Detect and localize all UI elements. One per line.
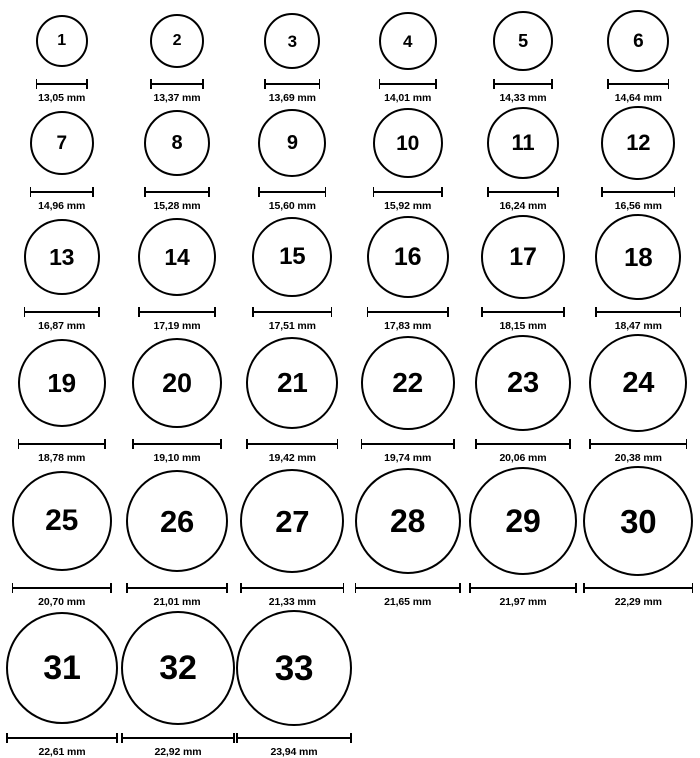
diameter-caliper-icon <box>126 583 228 593</box>
ring-circle-icon <box>132 338 222 428</box>
ring-size-cell[interactable] <box>581 104 696 212</box>
diameter-caliper-icon <box>236 733 352 743</box>
ring-circle-icon <box>475 335 571 431</box>
ring-circle-wrap <box>246 332 338 434</box>
ring-circle-icon <box>246 337 338 429</box>
ring-size-row <box>4 332 696 464</box>
ring-circle-wrap <box>475 332 571 434</box>
diameter-label: 21,97 mm <box>499 596 547 608</box>
ring-circle-icon <box>30 111 94 175</box>
diameter-label: 15,92 mm <box>384 200 432 212</box>
ring-size-cell[interactable] <box>235 464 350 608</box>
ring-size-cell[interactable] <box>465 8 580 104</box>
ring-circle-wrap <box>121 608 235 728</box>
ring-size-cell[interactable] <box>235 8 350 104</box>
ring-circle-wrap <box>24 212 100 302</box>
diameter-caliper-icon <box>6 733 118 743</box>
diameter-label: 22,29 mm <box>614 596 662 608</box>
ring-circle-wrap <box>264 8 320 74</box>
ring-circle-wrap <box>595 212 681 302</box>
diameter-label: 20,06 mm <box>499 452 547 464</box>
ring-size-number: 3 <box>287 31 297 51</box>
diameter-caliper-icon <box>487 187 559 197</box>
diameter-label: 14,33 mm <box>499 92 547 104</box>
ring-size-number: 17 <box>509 242 537 271</box>
diameter-caliper-icon <box>18 439 106 449</box>
diameter-label: 19,42 mm <box>268 452 316 464</box>
diameter-label: 22,92 mm <box>154 746 202 758</box>
diameter-caliper-icon <box>379 79 437 89</box>
diameter-caliper-icon <box>246 439 338 449</box>
ring-size-cell[interactable] <box>581 332 696 464</box>
ring-size-number: 9 <box>286 132 298 154</box>
ring-size-number: 27 <box>275 503 310 539</box>
diameter-label: 23,94 mm <box>270 746 318 758</box>
diameter-label: 17,51 mm <box>268 320 316 332</box>
ring-size-number: 21 <box>276 367 308 398</box>
ring-size-cell[interactable] <box>350 212 465 332</box>
diameter-label: 20,38 mm <box>614 452 662 464</box>
ring-size-cell[interactable] <box>119 8 234 104</box>
diameter-caliper-icon <box>30 187 94 197</box>
ring-size-row <box>4 104 696 212</box>
ring-size-number: 14 <box>164 243 190 270</box>
diameter-label: 15,60 mm <box>268 200 316 212</box>
ring-circle-wrap <box>150 8 204 74</box>
diameter-label: 18,78 mm <box>38 452 86 464</box>
ring-size-cell[interactable] <box>119 464 234 608</box>
diameter-label: 14,96 mm <box>38 200 86 212</box>
ring-size-number: 31 <box>43 649 81 687</box>
ring-size-number: 24 <box>622 366 655 399</box>
ring-size-number: 4 <box>403 31 413 51</box>
ring-circle-wrap <box>481 212 565 302</box>
ring-size-row <box>4 212 696 332</box>
ring-size-number: 18 <box>624 242 653 272</box>
ring-circle-icon <box>367 216 449 298</box>
diameter-caliper-icon <box>240 583 344 593</box>
ring-size-number: 23 <box>507 366 539 399</box>
diameter-caliper-icon <box>12 583 112 593</box>
ring-size-number: 10 <box>396 131 420 155</box>
ring-size-cell[interactable] <box>119 104 234 212</box>
diameter-caliper-icon <box>36 79 88 89</box>
ring-circle-icon <box>589 334 687 432</box>
diameter-caliper-icon <box>355 583 461 593</box>
ring-size-cell[interactable] <box>581 8 696 104</box>
ring-circle-icon <box>252 217 332 297</box>
ring-circle-icon <box>240 469 344 573</box>
ring-size-cell[interactable] <box>236 608 352 758</box>
diameter-caliper-icon <box>481 307 565 317</box>
ring-circle-wrap <box>252 212 332 302</box>
ring-circle-icon <box>150 14 204 68</box>
ring-size-cell[interactable] <box>4 608 120 758</box>
ring-size-cell[interactable] <box>235 212 350 332</box>
ring-circle-icon <box>481 215 565 299</box>
diameter-label: 15,28 mm <box>153 200 201 212</box>
ring-size-number: 25 <box>45 504 79 537</box>
diameter-caliper-icon <box>24 307 100 317</box>
ring-size-cell[interactable] <box>4 212 119 332</box>
diameter-label: 17,83 mm <box>384 320 432 332</box>
ring-circle-wrap <box>132 332 222 434</box>
diameter-caliper-icon <box>595 307 681 317</box>
ring-circle-wrap <box>601 104 675 182</box>
ring-circle-icon <box>121 611 235 725</box>
ring-circle-icon <box>601 106 675 180</box>
ring-circle-icon <box>18 339 106 427</box>
ring-circle-wrap <box>36 8 88 74</box>
ring-size-cell[interactable] <box>235 332 350 464</box>
ring-size-cell[interactable] <box>350 104 465 212</box>
diameter-caliper-icon <box>367 307 449 317</box>
ring-circle-wrap <box>367 212 449 302</box>
diameter-caliper-icon <box>138 307 216 317</box>
ring-circle-icon <box>138 218 216 296</box>
ring-size-number: 22 <box>392 367 424 398</box>
ring-circle-wrap <box>6 608 118 728</box>
ring-size-row <box>4 8 696 104</box>
ring-circle-icon <box>379 12 437 70</box>
ring-size-cell[interactable] <box>581 464 696 608</box>
ring-circle-icon <box>355 468 461 574</box>
diameter-label: 16,56 mm <box>614 200 662 212</box>
diameter-caliper-icon <box>493 79 553 89</box>
diameter-label: 18,15 mm <box>499 320 547 332</box>
ring-size-number: 15 <box>279 243 306 270</box>
ring-circle-wrap <box>258 104 326 182</box>
diameter-caliper-icon <box>361 439 455 449</box>
ring-size-number: 12 <box>626 130 651 155</box>
ring-size-number: 30 <box>620 502 657 540</box>
ring-size-number: 2 <box>172 32 182 49</box>
diameter-caliper-icon <box>252 307 332 317</box>
ring-circle-wrap <box>379 8 437 74</box>
ring-size-number: 11 <box>511 130 535 155</box>
diameter-label: 16,87 mm <box>38 320 86 332</box>
diameter-label: 13,69 mm <box>268 92 316 104</box>
ring-size-cell[interactable] <box>119 332 234 464</box>
ring-circle-icon <box>126 470 228 572</box>
diameter-caliper-icon <box>373 187 443 197</box>
ring-size-number: 20 <box>162 367 192 398</box>
diameter-caliper-icon <box>150 79 204 89</box>
ring-size-row <box>4 464 696 608</box>
diameter-label: 22,61 mm <box>38 746 86 758</box>
diameter-caliper-icon <box>607 79 669 89</box>
ring-size-number: 7 <box>56 132 67 154</box>
diameter-caliper-icon <box>144 187 210 197</box>
diameter-label: 13,37 mm <box>153 92 201 104</box>
ring-circle-wrap <box>583 464 693 578</box>
ring-size-number: 5 <box>518 31 528 51</box>
ring-circle-wrap <box>138 212 216 302</box>
ring-circle-icon <box>264 13 320 69</box>
diameter-caliper-icon <box>258 187 326 197</box>
ring-circle-wrap <box>487 104 559 182</box>
ring-size-number: 6 <box>633 30 644 52</box>
ring-size-number: 29 <box>505 503 541 539</box>
diameter-caliper-icon <box>589 439 687 449</box>
ring-size-cell[interactable] <box>4 8 119 104</box>
diameter-caliper-icon <box>583 583 693 593</box>
ring-size-row <box>4 608 696 758</box>
ring-circle-icon <box>36 15 88 67</box>
diameter-label: 21,65 mm <box>384 596 432 608</box>
diameter-caliper-icon <box>132 439 222 449</box>
diameter-label: 14,01 mm <box>384 92 432 104</box>
diameter-label: 21,33 mm <box>268 596 316 608</box>
ring-circle-icon <box>583 466 693 576</box>
ring-circle-icon <box>144 110 210 176</box>
diameter-label: 19,10 mm <box>153 452 201 464</box>
diameter-label: 21,01 mm <box>153 596 201 608</box>
ring-size-number: 1 <box>57 32 66 49</box>
ring-circle-icon <box>469 467 577 575</box>
ring-size-cell[interactable] <box>465 464 580 608</box>
ring-size-cell[interactable] <box>235 104 350 212</box>
ring-circle-wrap <box>12 464 112 578</box>
diameter-label: 16,24 mm <box>499 200 547 212</box>
ring-size-cell[interactable] <box>120 608 236 758</box>
ring-circle-wrap <box>18 332 106 434</box>
ring-size-number: 13 <box>49 243 75 270</box>
diameter-caliper-icon <box>475 439 571 449</box>
diameter-caliper-icon <box>469 583 577 593</box>
ring-size-cell[interactable] <box>581 212 696 332</box>
ring-circle-wrap <box>30 104 94 182</box>
ring-circle-wrap <box>589 332 687 434</box>
ring-circle-icon <box>24 219 100 295</box>
ring-size-cell[interactable] <box>4 104 119 212</box>
ring-size-cell[interactable] <box>465 332 580 464</box>
ring-size-cell[interactable] <box>4 332 119 464</box>
ring-size-cell[interactable] <box>350 8 465 104</box>
ring-size-number: 19 <box>47 368 76 398</box>
ring-circle-icon <box>6 612 118 724</box>
ring-circle-icon <box>236 610 352 726</box>
diameter-label: 17,19 mm <box>153 320 201 332</box>
diameter-label: 18,47 mm <box>614 320 662 332</box>
ring-circle-icon <box>595 214 681 300</box>
ring-circle-wrap <box>144 104 210 182</box>
ring-circle-icon <box>487 107 559 179</box>
ring-circle-wrap <box>373 104 443 182</box>
ring-circle-wrap <box>493 8 553 74</box>
ring-circle-wrap <box>355 464 461 578</box>
ring-size-number: 16 <box>393 242 422 271</box>
diameter-caliper-icon <box>121 733 235 743</box>
ring-size-cell[interactable] <box>350 332 465 464</box>
diameter-label: 19,74 mm <box>384 452 432 464</box>
ring-circle-wrap <box>469 464 577 578</box>
ring-circle-wrap <box>240 464 344 578</box>
ring-circle-icon <box>12 471 112 571</box>
diameter-caliper-icon <box>264 79 320 89</box>
ring-size-number: 8 <box>171 132 183 154</box>
ring-circle-wrap <box>126 464 228 578</box>
ring-circle-icon <box>607 10 669 72</box>
ring-circle-wrap <box>361 332 455 434</box>
diameter-label: 20,70 mm <box>38 596 86 608</box>
diameter-caliper-icon <box>601 187 675 197</box>
ring-circle-icon <box>258 109 326 177</box>
diameter-label: 14,64 mm <box>614 92 662 104</box>
ring-size-number: 26 <box>159 503 195 539</box>
ring-circle-icon <box>373 108 443 178</box>
ring-size-number: 33 <box>274 648 314 688</box>
ring-circle-wrap <box>607 8 669 74</box>
ring-size-cell[interactable] <box>465 212 580 332</box>
ring-circle-icon <box>361 336 455 430</box>
diameter-label: 13,05 mm <box>38 92 86 104</box>
ring-size-number: 28 <box>390 503 426 539</box>
ring-size-cell[interactable] <box>465 104 580 212</box>
ring-circle-wrap <box>236 608 352 728</box>
ring-size-cell[interactable] <box>119 212 234 332</box>
ring-size-cell[interactable] <box>4 464 119 608</box>
ring-size-cell[interactable] <box>350 464 465 608</box>
ring-size-number: 32 <box>159 649 197 687</box>
ring-circle-icon <box>493 11 553 71</box>
